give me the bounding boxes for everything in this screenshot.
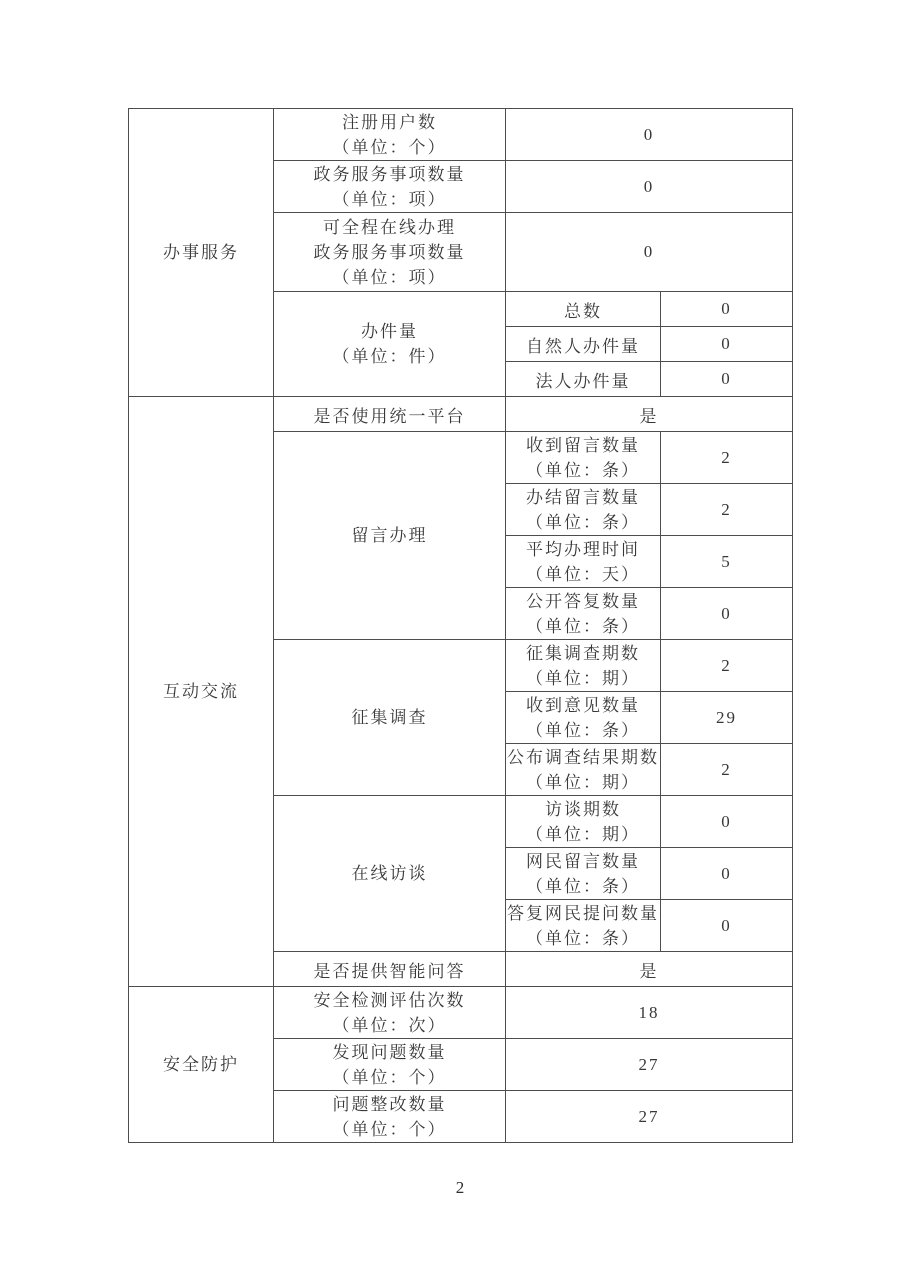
sub-metric-value: 5 xyxy=(661,536,793,588)
sub-metric-value: 2 xyxy=(661,432,793,484)
sub-metric-label xyxy=(506,744,661,796)
group-label: 征集调查 xyxy=(351,708,428,727)
table-row xyxy=(129,397,793,432)
metric-label: 公布调查结果期数 xyxy=(507,747,659,767)
sub-metric-label: 自然人办件量 xyxy=(506,327,661,362)
metric-unit: （单位：条） xyxy=(526,512,640,532)
group-label-cell xyxy=(274,292,506,397)
sub-metric-label xyxy=(506,640,661,692)
sub-metric-label: 法人办件量 xyxy=(506,362,661,397)
metric-label: 可全程在线办理 xyxy=(323,217,456,237)
metric-label-cell: 是否使用统一平台 xyxy=(274,397,506,432)
metric-value: 18 xyxy=(506,987,793,1039)
metric-label: 答复网民提问数量 xyxy=(507,903,659,923)
sub-metric-label xyxy=(506,796,661,848)
metric-label-cell xyxy=(274,109,506,161)
metric-label-cell xyxy=(274,213,506,292)
metric-label: 办结留言数量 xyxy=(526,487,640,507)
sub-metric-value: 0 xyxy=(661,588,793,640)
sub-metric-label xyxy=(506,536,661,588)
metric-label: 平均办理时间 xyxy=(526,539,640,559)
group-label-cell xyxy=(274,640,506,796)
metric-value: 是 xyxy=(506,952,793,987)
sub-metric-value: 0 xyxy=(661,796,793,848)
metric-value: 27 xyxy=(506,1091,793,1143)
metric-label: 注册用户数 xyxy=(342,112,437,132)
metric-label: 网民留言数量 xyxy=(526,851,640,871)
sub-metric-label xyxy=(506,484,661,536)
metric-label-cell xyxy=(274,161,506,213)
category-label: 办事服务 xyxy=(163,243,239,262)
metric-label-cell xyxy=(274,1091,506,1143)
metric-unit: （单位：个） xyxy=(332,1067,447,1087)
group-label: 在线访谈 xyxy=(351,864,428,883)
metric-unit: （单位：个） xyxy=(332,1119,447,1139)
report-table xyxy=(128,108,793,1143)
metric-value: 是 xyxy=(506,397,793,432)
metric-label: 政务服务事项数量 xyxy=(313,164,466,184)
sub-metric-value: 0 xyxy=(661,362,793,397)
group-label-cell xyxy=(274,796,506,952)
metric-value: 0 xyxy=(506,109,793,161)
metric-label: 收到留言数量 xyxy=(526,435,640,455)
category-cell-service xyxy=(129,109,274,397)
metric-unit: （单位：条） xyxy=(526,460,640,480)
sub-metric-label: 总数 xyxy=(506,292,661,327)
metric-unit: （单位：条） xyxy=(526,616,640,636)
metric-label: 安全检测评估次数 xyxy=(313,990,466,1010)
sub-metric-value: 2 xyxy=(661,640,793,692)
metric-unit: （单位：条） xyxy=(526,876,640,896)
table-row xyxy=(129,987,793,1039)
category-label: 互动交流 xyxy=(163,682,239,701)
sub-metric-value: 0 xyxy=(661,292,793,327)
metric-unit: （单位：条） xyxy=(526,928,640,948)
metric-value: 0 xyxy=(506,213,793,292)
group-label: 办件量 xyxy=(361,322,418,341)
metric-label: 政务服务事项数量 xyxy=(313,242,466,262)
group-label: 留言办理 xyxy=(351,526,428,545)
sub-metric-value: 0 xyxy=(661,327,793,362)
sub-metric-value: 2 xyxy=(661,484,793,536)
category-label: 安全防护 xyxy=(163,1055,239,1074)
sub-metric-label xyxy=(506,588,661,640)
metric-label: 问题整改数量 xyxy=(332,1094,447,1114)
metric-label: 征集调查期数 xyxy=(526,643,640,663)
sub-metric-value: 29 xyxy=(661,692,793,744)
sub-metric-value: 0 xyxy=(661,848,793,900)
metric-unit: （单位：天） xyxy=(526,564,640,584)
metric-unit: （单位：期） xyxy=(526,668,640,688)
sub-metric-value: 2 xyxy=(661,744,793,796)
metric-unit: （单位：期） xyxy=(526,772,640,792)
sub-metric-label xyxy=(506,432,661,484)
metric-value: 0 xyxy=(506,161,793,213)
metric-value: 27 xyxy=(506,1039,793,1091)
category-cell-security xyxy=(129,987,274,1143)
sub-metric-label xyxy=(506,692,661,744)
table-row xyxy=(129,109,793,161)
metric-label: 访谈期数 xyxy=(545,799,621,819)
group-unit: （单位：件） xyxy=(332,347,447,366)
metric-unit: （单位：项） xyxy=(332,189,447,209)
page-number: 2 xyxy=(455,1178,465,1197)
category-cell-interaction xyxy=(129,397,274,987)
metric-unit: （单位：次） xyxy=(332,1015,447,1035)
metric-unit: （单位：期） xyxy=(526,824,640,844)
group-label-cell xyxy=(274,432,506,640)
metric-label-cell: 是否提供智能问答 xyxy=(274,952,506,987)
metric-label-cell xyxy=(274,987,506,1039)
metric-unit: （单位：条） xyxy=(526,720,640,740)
metric-unit: （单位：项） xyxy=(332,267,447,287)
sub-metric-label xyxy=(506,900,661,952)
metric-label: 收到意见数量 xyxy=(526,695,640,715)
metric-label-cell xyxy=(274,1039,506,1091)
metric-unit: （单位：个） xyxy=(332,137,447,157)
metric-label: 公开答复数量 xyxy=(526,591,640,611)
metric-label: 发现问题数量 xyxy=(332,1042,447,1062)
sub-metric-label xyxy=(506,848,661,900)
sub-metric-value: 0 xyxy=(661,900,793,952)
